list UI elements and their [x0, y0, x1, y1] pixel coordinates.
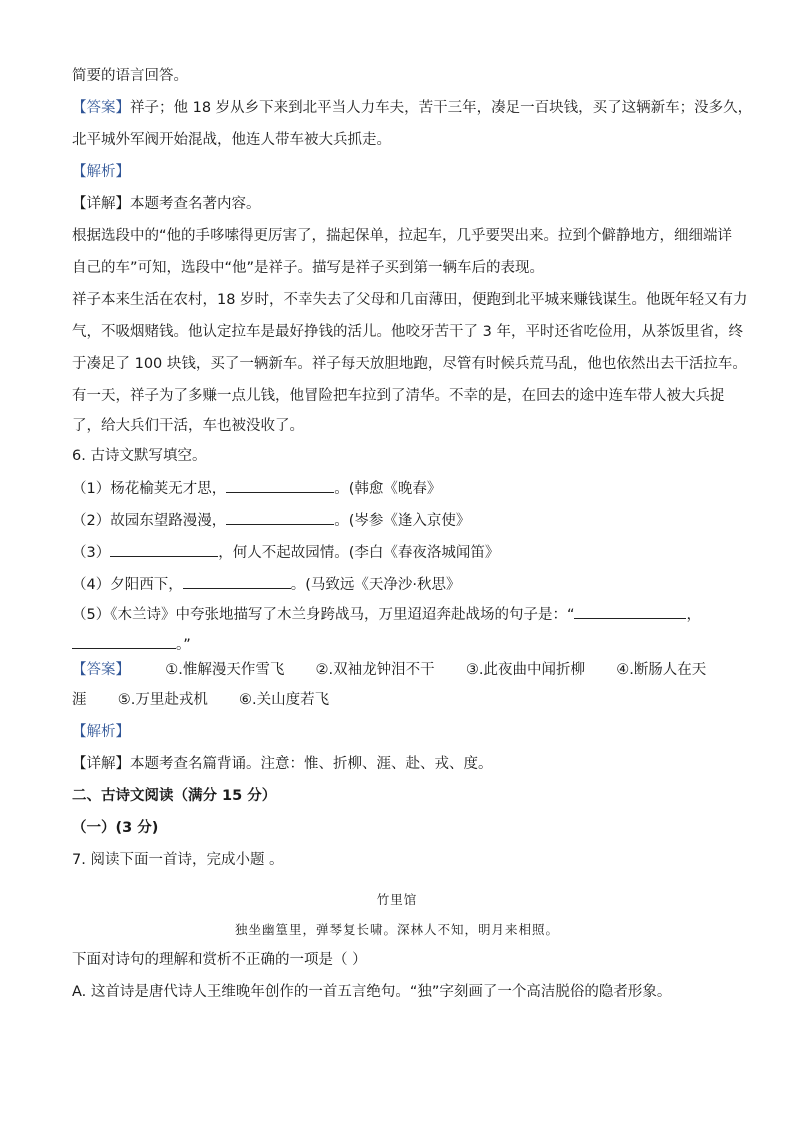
answer-number: ③.	[465, 662, 484, 678]
poem-body: 独坐幽篁里，弹琴复长啸。深林人不知，明月来相照。	[234, 922, 559, 937]
text-line: 于凑足了 100 块钱，买了一辆新车。祥子每天放胆地跑，尽管有时候兵荒马乱，他也依然出去干活拉车。	[72, 356, 747, 372]
fill-item-4	[72, 574, 461, 595]
answer-6-line-2	[72, 690, 329, 710]
fill-blank[interactable]	[110, 542, 218, 557]
fill-item-5-cont	[72, 634, 191, 655]
fill-prompt: （3）	[72, 545, 111, 561]
fill-blank[interactable]	[574, 604, 686, 619]
fill-blank[interactable]	[183, 574, 291, 589]
fill-item-2	[72, 510, 470, 531]
detail-text: 本题考查名著内容。	[130, 196, 261, 212]
question-stem: 下面对诗句的理解和赏析不正确的一项是（ ）	[72, 952, 367, 968]
fill-blank[interactable]	[226, 478, 334, 493]
fill-source: 。(岑参《逢入京使》	[334, 513, 471, 529]
answer-item: 此夜曲中闻折柳	[483, 662, 585, 678]
answer-item: 断肠人在天	[633, 662, 707, 678]
answer-text: 祥子；他 18 岁从乡下来到北平当人力车夫，苦干三年，凑足一百块钱，买了这辆新车；没多久，	[130, 100, 753, 116]
answer-line	[72, 98, 752, 118]
text-line: 北平城外军阀开始混战，他连人带车被大兵抓走。	[72, 132, 391, 148]
detail-line	[72, 754, 493, 774]
text-line: 有一天，祥子为了多赚一点儿钱，他冒险把车拉到了清华。不幸的是，在回去的途中连车带人被大兵捉	[72, 388, 725, 404]
section-heading: 二、古诗文阅读（满分 15 分）	[72, 788, 277, 804]
answer-number: ⑥.	[239, 692, 257, 708]
fill-prompt: （2）故园东望路漫漫，	[72, 513, 227, 529]
poem-title: 竹里馆	[376, 892, 418, 907]
answer-item: 双袖龙钟泪不干	[333, 662, 435, 678]
fill-sep: ，	[686, 607, 701, 623]
text-line: 自己的车”可知，选段中“他”是祥子。描写是祥子买到第一辆车后的表现。	[72, 260, 545, 276]
question-7: 7. 阅读下面一首诗，完成小题 。	[72, 852, 284, 868]
answer-item: 关山度若飞	[256, 692, 330, 708]
answer-label: 【答案】	[72, 662, 130, 678]
text-line: 了，给大兵们干活，车也被没收了。	[72, 418, 304, 434]
answer-item: 万里赴戎机	[135, 692, 208, 708]
detail-label: 【详解】	[72, 196, 130, 212]
answer-number: ①.	[165, 662, 183, 678]
detail-line	[72, 194, 261, 214]
answer-number: ②.	[315, 662, 334, 678]
answer-label: 【答案】	[72, 100, 130, 116]
fill-item-5	[72, 604, 701, 625]
option-a: A. 这首诗是唐代诗人王维晚年创作的一首五言绝句。“独”字刻画了一个高洁脱俗的隐者形象。	[72, 984, 672, 1000]
answer-item: 涯	[72, 692, 87, 708]
answer-number: ⑤.	[117, 692, 136, 708]
fill-prompt: （4）夕阳西下，	[72, 577, 183, 593]
answer-item: 惟解漫天作雪飞	[182, 662, 285, 678]
fill-prompt: （1）杨花榆荚无才思，	[72, 481, 227, 497]
detail-label: 【详解】	[72, 756, 130, 772]
analysis-label: 【解析】	[72, 724, 130, 740]
fill-source: 。(马致远《天净沙·秋思》	[290, 577, 461, 593]
analysis-label: 【解析】	[72, 164, 130, 180]
fill-item-3	[72, 542, 499, 563]
text-line: 根据选段中的“他的手哆嗦得更厉害了，揣起保单，拉起车，几乎要哭出来。拉到个僻静地方，细细端详	[72, 228, 733, 244]
detail-text: 本题考查名篇背诵。注意：惟、折柳、涯、赴、戎、度。	[130, 756, 493, 772]
answer-6-line	[72, 660, 706, 680]
text-line: 气，不吸烟赌钱。他认定拉车是最好挣钱的活儿。他咬牙苦干了 3 年，平时还省吃俭用，从茶饭里省，终	[72, 324, 743, 340]
fill-prompt: （5）《木兰诗》中夸张地描写了木兰身跨战马，万里迢迢奔赴战场的句子是：“	[72, 607, 575, 623]
fill-blank[interactable]	[226, 510, 334, 525]
fill-end: 。”	[176, 637, 191, 653]
fill-source: ，何人不起故园情。(李白《春夜洛城闻笛》	[218, 545, 500, 561]
fill-blank[interactable]	[72, 634, 176, 649]
text-line: 简要的语言回答。	[72, 68, 188, 84]
fill-item-1	[72, 478, 441, 499]
answer-number: ④.	[616, 662, 634, 678]
question-6: 6. 古诗文默写填空。	[72, 448, 207, 464]
text-line: 祥子本来生活在农村，18 岁时，不幸失去了父母和几亩薄田，便跑到北平城来赚钱谋生。他既年轻又有力	[72, 292, 748, 308]
fill-source: 。(韩愈《晚春》	[334, 481, 442, 497]
subsection-heading: （一）(3 分)	[72, 820, 159, 836]
